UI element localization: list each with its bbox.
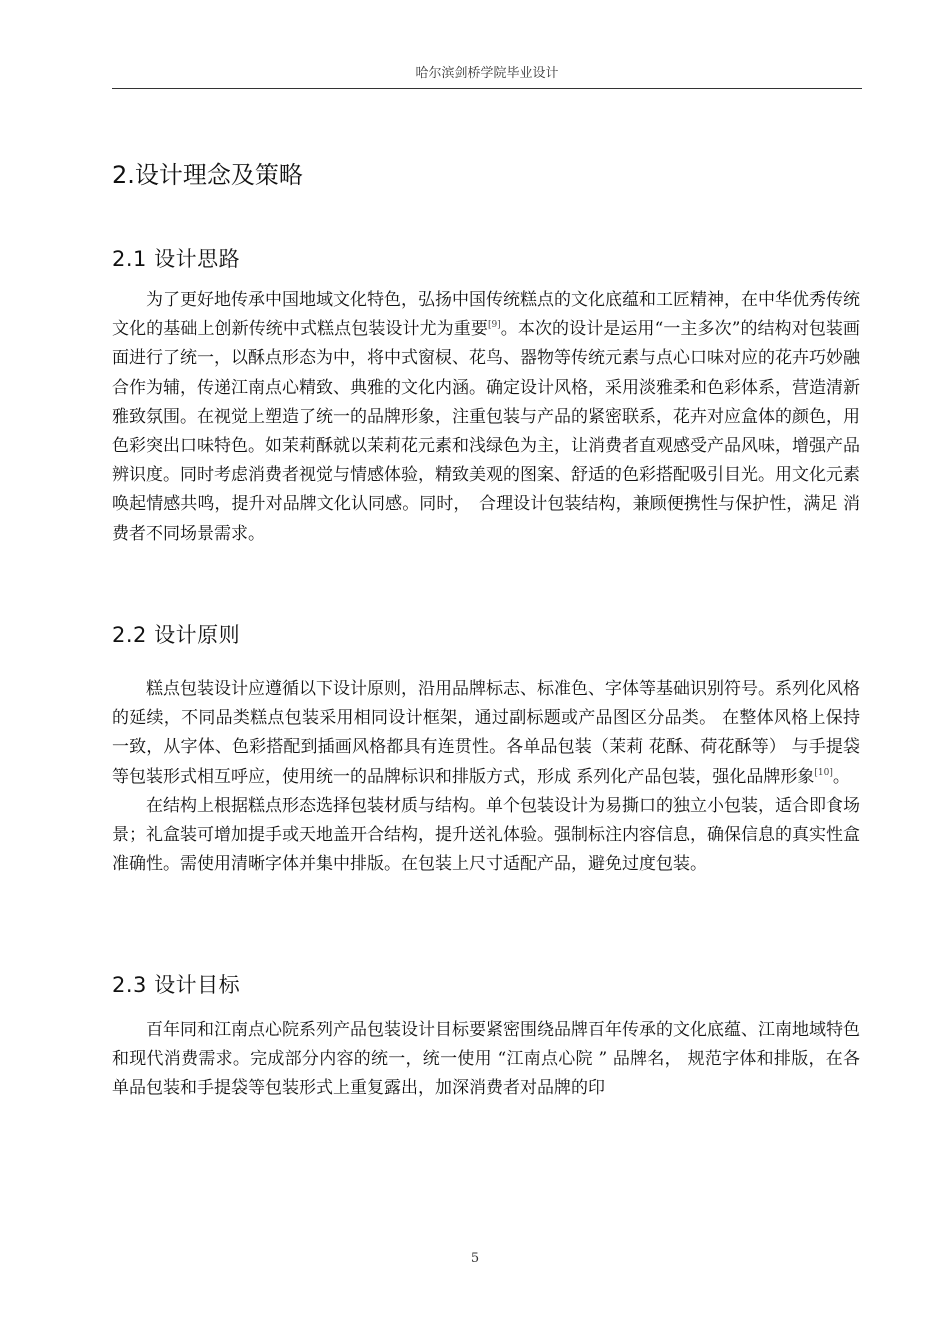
section-body-2-3 (112, 1016, 860, 1104)
paragraph (112, 1016, 860, 1104)
paragraph-text: 百年同和江南点心院系列产品包装设计目标要紧密围绕品牌百年传承的文化底蕴、江南地域特色和现代消费需求。完成部分内容的统一，统一使用 “江南点心院 ” 品牌名， 规范字体和排版，在各单品包装和手提袋等包装形式上重复露出，加深消费者对品牌的印 (112, 1020, 860, 1099)
section-body-2-2 (112, 675, 860, 879)
paragraph (112, 675, 860, 792)
section-title-2-1: 2.1 设计思路 (112, 247, 241, 271)
paragraph (112, 286, 860, 549)
citation-mark: [9] (487, 320, 501, 331)
page-number: 5 (470, 1251, 480, 1266)
paragraph-text-continued: 。 (832, 766, 850, 787)
section-title-2-3: 2.3 设计目标 (112, 973, 241, 997)
section-title-2-2: 2.2 设计原则 (112, 623, 241, 647)
header-divider (112, 88, 862, 89)
paragraph-text: 为了更好地传承中国地域文化特色，弘扬中国传统糕点的文化底蕴和工匠精神，在中华优秀传统文化的基础上创新传统中式糕点包装设计尤为重要 (112, 290, 860, 340)
paragraph (112, 792, 860, 880)
citation-mark: [10] (814, 767, 833, 778)
running-header: 哈尔滨剑桥学院毕业设计 (415, 66, 559, 81)
section-body-2-1 (112, 286, 860, 549)
chapter-title: 2.设计理念及策略 (112, 161, 303, 189)
paragraph-text: 糕点包装设计应遵循以下设计原则，沿用品牌标志、标准色、字体等基础识别符号。系列化风格的延续，不同品类糕点包装采用相同设计框架，通过副标题或产品图区分品类。 在整体风格上保持一致，从字体、色彩搭配到插画风格都具有连贯性。各单品包装（茉莉 花酥、荷花酥等） 与手提袋等包装形式相互呼应，使用统一的品牌标识和排版方式，形成 系列化产品包装，强化品牌形象 (112, 679, 860, 787)
paragraph-text: 在结构上根据糕点形态选择包装材质与结构。单个包装设计为易撕口的独立小包装，适合即食场景；礼盒装可增加提手或天地盖开合结构，提升送礼体验。强制标注内容信息，确保信息的真实性盒准确性。需使用清晰字体并集中排版。在包装上尺寸适配产品，避免过度包装。 (112, 795, 860, 875)
paragraph-text-continued: 。本次的设计是运用“一主多次”的结构对包装画面进行了统一，以酥点形态为中，将中式窗棂、花鸟、器物等传统元素与点心口味对应的花卉巧妙融合作为辅，传递江南点心精致、典雅的文化内涵。确定设计风格，采用淡雅柔和色彩体系，营造清新雅致氛围。在视觉上塑造了统一的品牌形象，注重包装与产品的紧密联系，花卉对应盒体的颜色，用色彩突出口味特色。如茉莉酥就以茉莉花元素和浅绿色为主，让消费者直观感受产品风味，增强产品辨识度。同时考虑消费者视觉与情感体验，精致美观的图案、舒适的色彩搭配吸引目光。用文化元素唤起情感共鸣，提升对品牌文化认同感。同时， 合理设计包装结构，兼顾便携性与保护性，满足 消费者不同场景需求。 (112, 319, 860, 544)
